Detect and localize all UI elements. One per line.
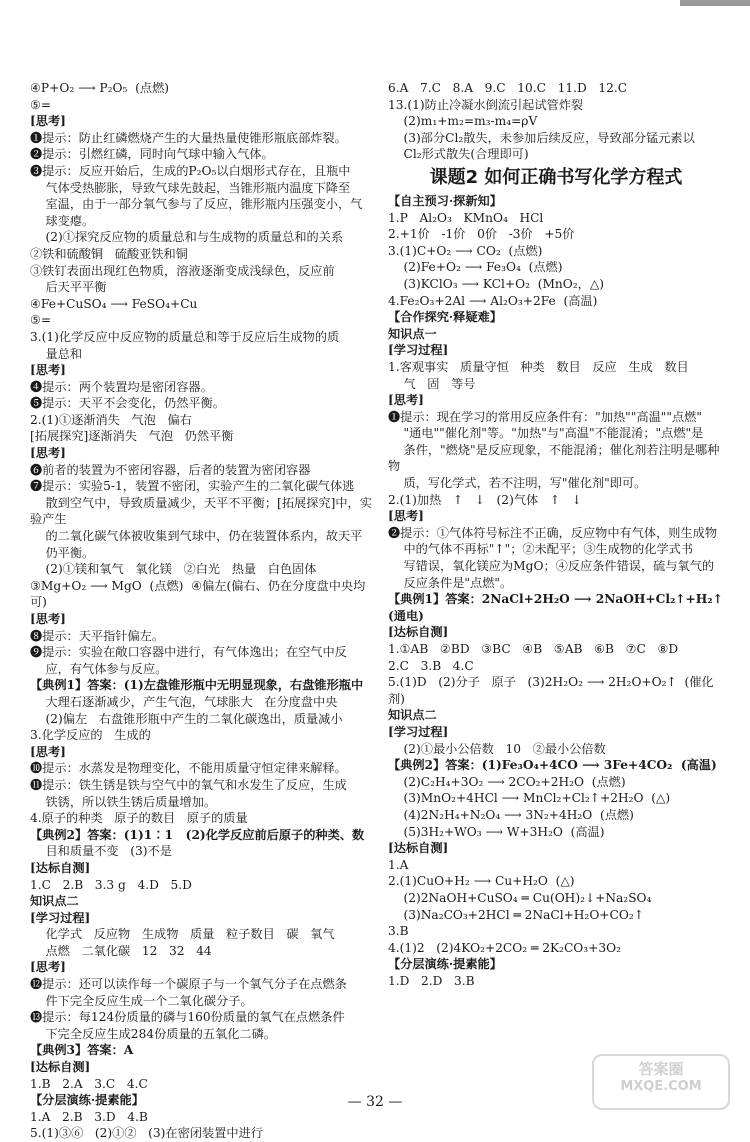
watermark-url: MXQE.COM (620, 1079, 702, 1094)
text-line: 2.+1价 -1价 0价 -3价 +5价 (388, 227, 575, 242)
text-line: 13.(1)防止冷凝水倒流引起试管炸裂 (388, 97, 584, 112)
text-line: 1.①AB ②BD ③BC ④B ⑤AB ⑥B ⑦C ⑧D (388, 642, 679, 656)
text-line: (2)偏左 右盘锥形瓶中产生的二氧化碳逸出，质量减小 (30, 711, 343, 726)
watermark-logo (592, 1054, 730, 1110)
text-line: [思考] (30, 446, 66, 461)
text-line: 1.客观事实 质量守恒 种类 数目 反应 生成 数目 (388, 359, 689, 374)
text-line: ❹提示：两个装置均是密闭容器。 (30, 379, 213, 394)
text-line: Cl₂形式散失(合理即可) (388, 147, 529, 162)
right-column (388, 80, 732, 989)
text-line: 气体受热膨胀，导致气球先鼓起，当锥形瓶内温度下降至 (30, 180, 351, 195)
text-line: 应，有气体参与反应。 (30, 661, 168, 676)
text-line: 的二氧化碳气体被收集到气球中，仍在装置体系内，故天平 (30, 529, 363, 544)
text-line: (2)m₁+m₂=m₃-m₄=ρV (388, 114, 538, 129)
text-line: 【分层演练·提素能】 (30, 1093, 144, 1108)
text-line: (2)①镁和氧气 氧化镁 ②白光 热量 白色固体 (30, 562, 317, 577)
text-line: (3)KClO₃ ⟶ KCl+O₂ (MnO₂，△) (388, 276, 604, 291)
text-line: [达标自测] (30, 860, 91, 875)
text-line: [达标自测] (388, 841, 449, 856)
text-line: ⑤= (30, 313, 52, 328)
text-line: [学习过程] (388, 724, 449, 739)
text-line: 仍平衡。 (30, 545, 95, 560)
text-line: ❷提示：引燃红磷，同时向气球中输入气体。 (30, 147, 274, 162)
text-line: 质，写化学式，若不注明，写"催化剂"即可。 (388, 476, 647, 491)
text-line: ⓭提示：每124份质量的磷与160份质量的氧气在点燃条件 (30, 1010, 345, 1025)
top-edge-mark (680, 0, 750, 6)
text-line: ❶提示：防止红磷燃烧产生的大量热量使锥形瓶底部炸裂。 (30, 130, 347, 145)
text-line: 【典例2】答案：(1)Fe₃O₄+4CO ⟶ 3Fe+4CO₂ (高温) (388, 758, 717, 773)
text-line: 目和质量不变 (3)不是 (30, 844, 172, 859)
text-line: 2.(1)①逐渐消失 气泡 偏右 (30, 412, 192, 427)
text-line: ⑤= (30, 97, 52, 112)
text-line: 气 固 等号 (388, 376, 476, 391)
right-top-answers (388, 80, 724, 163)
text-line: ❼提示：实验5-1，装置不密闭，实验产生的二氧化碳气体逃 (30, 479, 355, 494)
text-line: 【典例1】答案：(1)左盘锥形瓶中无明显现象，右盘锥形瓶中 (30, 678, 364, 693)
text-line: ④Fe+CuSO₄ ⟶ FeSO₄+Cu (30, 296, 198, 311)
text-line: 化学式 反应物 生成物 质量 粒子数目 碳 氧气 (30, 927, 335, 942)
right-main-answers (388, 193, 732, 990)
text-line: (5)3H₂+WO₃ ⟶ W+3H₂O (高温) (388, 824, 605, 839)
text-line: 室温，由于一部分氧气参与了反应，锥形瓶内压强变小，气 (30, 197, 363, 212)
text-line: 【典例1】答案：2NaCl+2H₂O ⟶ 2NaOH+Cl₂↑+H₂↑ (通电) (388, 592, 732, 623)
text-line: 1.D 2.D 3.B (388, 973, 475, 988)
text-line: 条件，"燃烧"是反应现象，不能混淆；催化剂若注明是哪种物 (388, 442, 720, 474)
text-line: 3.(1)C+O₂ ⟶ CO₂ (点燃) (388, 243, 543, 258)
text-line: 6.A 7.C 8.A 9.C 10.C 11.D 12.C (388, 81, 628, 95)
text-line: 【合作探究·释疑难】 (388, 310, 502, 325)
text-line: 【典例2】答案：(1)1∶1 (2)化学反应前后原子的种类、数 (30, 827, 365, 842)
text-line: 1.C 2.B 3.3 g 4.D 5.D (30, 877, 192, 892)
text-line: 铁锈，所以铁生锈后质量增加。 (30, 794, 217, 809)
text-line: [思考] (388, 393, 424, 408)
watermark-text: 答案圈 (638, 1060, 684, 1078)
text-line: 量总和 (30, 346, 83, 361)
text-line: [思考] (30, 960, 66, 975)
text-line: [拓展探究]逐渐消失 气泡 仍然平衡 (30, 429, 234, 444)
text-line: 件下完全反应生成一个二氧化碳分子。 (30, 993, 253, 1008)
text-line: ②铁和硫酸铜 硫酸亚铁和铜 (30, 246, 188, 261)
text-line: 大理石逐渐减少，产生气泡，气球胀大 在分度盘中央 (30, 694, 338, 709)
text-line: (3)部分Cl₂散失，未参加后续反应，导致部分锰元素以 (388, 130, 695, 145)
text-line: ⓬提示：还可以读作每一个碳原子与一个氧气分子在点燃条 (30, 977, 347, 992)
text-line: 写错误，氧化镁应为MgO；④反应条件错误，硫与氧气的 (388, 559, 715, 574)
text-line: [思考] (388, 509, 424, 524)
text-line: 2.(1)加热 ↑ ↓ (2)气体 ↑ ↓ (388, 492, 582, 507)
text-line: 5.(1)③⑥ (2)①② (3)在密闭装置中进行 (30, 1126, 263, 1141)
text-line: 4.原子的种类 原子的数目 原子的质量 (30, 811, 248, 826)
text-line: 3.B (388, 924, 409, 939)
text-line: ❶提示：现在学习的常用反应条件有："加热""高温""点燃" (388, 409, 702, 424)
text-line: ❺提示：天平不会变化，仍然平衡。 (30, 396, 225, 411)
text-line: ❷提示：①气体符号标注不正确，反应物中有气体，则生成物 (388, 525, 718, 540)
text-line: (2)①最小公倍数 10 ②最小公倍数 (388, 741, 606, 756)
text-line: [学习过程] (30, 910, 91, 925)
text-line: 2.C 3.B 4.C (388, 658, 474, 673)
text-line: 知识点二 (30, 894, 79, 909)
text-line: ❸提示：反应开始后，生成的P₂O₅以白烟形式存在，且瓶中 (30, 163, 351, 178)
text-line: [学习过程] (388, 343, 449, 358)
text-line: 知识点一 (388, 326, 437, 341)
text-line: 4.(1)2 (2)4KO₂+2CO₂ ═ 2K₂CO₃+3O₂ (388, 940, 621, 955)
text-line: [思考] (30, 114, 66, 129)
text-line: (3)MnO₂+4HCl ⟶ MnCl₂+Cl₂↑+2H₂O (△) (388, 791, 671, 806)
text-line: ③Mg+O₂ ⟶ MgO (点燃) ④偏左(偏右、仍在分度盘中央均可) (30, 578, 366, 610)
text-line: 球变瘪。 (30, 213, 95, 228)
text-line: 中的气体不再标"↑"；②未配平；③生成物的化学式书 (388, 542, 694, 557)
text-line: ❿提示：水蒸发是物理变化，不能用质量守恒定律来解释。 (30, 761, 347, 776)
text-line: 1.B 2.A 3.C 4.C (30, 1076, 148, 1091)
text-line: ⓫提示：铁生锈是铁与空气中的氧气和水发生了反应，生成 (30, 777, 347, 792)
text-line: [思考] (30, 363, 66, 378)
text-line: 1.A 2.B 3.D 4.B (30, 1109, 148, 1124)
text-line: ❻前者的装置为不密闭容器，后者的装置为密闭容器 (30, 462, 311, 477)
text-line: 知识点二 (388, 708, 437, 723)
text-line: 4.Fe₂O₃+2Al ⟶ Al₂O₃+2Fe (高温) (388, 293, 598, 308)
text-line: 2.(1)CuO+H₂ ⟶ Cu+H₂O (△) (388, 874, 575, 889)
text-line: (4)2N₂H₄+N₂O₄ ⟶ 3N₂+4H₂O (点燃) (388, 807, 634, 822)
text-line: 下完全反应生成284份质量的五氧化二磷。 (30, 1026, 276, 1041)
text-line: ❾提示：实验在敞口容器中进行，有气体逸出；在空气中反 (30, 645, 347, 660)
text-line: ④P+O₂ ⟶ P₂O₅ (点燃) (30, 81, 170, 95)
text-line: 反应条件是"点燃"。 (388, 575, 513, 590)
text-line: 3.(1)化学反应中反应物的质量总和等于反应后生成物的质 (30, 329, 340, 344)
text-line: [思考] (30, 612, 66, 626)
text-line: ❽提示：天平指针偏左。 (30, 628, 165, 643)
text-line: 点燃 二氧化碳 12 32 44 (30, 943, 212, 958)
text-line: 1.A (388, 857, 409, 872)
text-line: (2)C₂H₄+3O₂ ⟶ 2CO₂+2H₂O (点燃) (388, 774, 626, 789)
text-line: 【分层演练·提素能】 (388, 957, 502, 972)
section-title: 课题2 如何正确书写化学方程式 (429, 166, 683, 188)
text-line: (2)Fe+O₂ ⟶ Fe₃O₄ (点燃) (388, 260, 563, 275)
text-line: "通电""催化剂"等。"加热"与"高温"不能混淆；"点燃"是 (388, 426, 704, 441)
page-number: — 32 — (347, 1094, 403, 1110)
text-line: (3)Na₂CO₃+2HCl ═ 2NaCl+H₂O+CO₂↑ (388, 907, 644, 922)
text-line: [达标自测] (30, 1060, 91, 1075)
text-line: 散到空气中，导致质量减少，天平不平衡；[拓展探究]中，实验产生 (30, 495, 372, 527)
text-line: 3.化学反应的 生成的 (30, 728, 151, 743)
left-column (30, 80, 372, 1142)
text-line: 【典例3】答案：A (30, 1043, 134, 1058)
text-line: [达标自测] (388, 625, 449, 640)
text-line: 后天平平衡 (30, 280, 107, 295)
text-line: (2)①探究反应物的质量总和与生成物的质量总和的关系 (30, 230, 344, 245)
text-line: 5.(1)D (2)分子 原子 (3)2H₂O₂ ⟶ 2H₂O+O₂↑ (催化剂) (388, 675, 714, 706)
text-line: (2)2NaOH+CuSO₄ ═ Cu(OH)₂↓+Na₂SO₄ (388, 890, 652, 905)
text-line: 1.P Al₂O₃ KMnO₄ HCl (388, 210, 544, 225)
text-line: ③铁钉表面出现红色物质，溶液逐渐变成浅绿色，反应前 (30, 263, 335, 278)
text-line: 【自主预习·探新知】 (388, 193, 502, 208)
text-line: [思考] (30, 744, 66, 759)
